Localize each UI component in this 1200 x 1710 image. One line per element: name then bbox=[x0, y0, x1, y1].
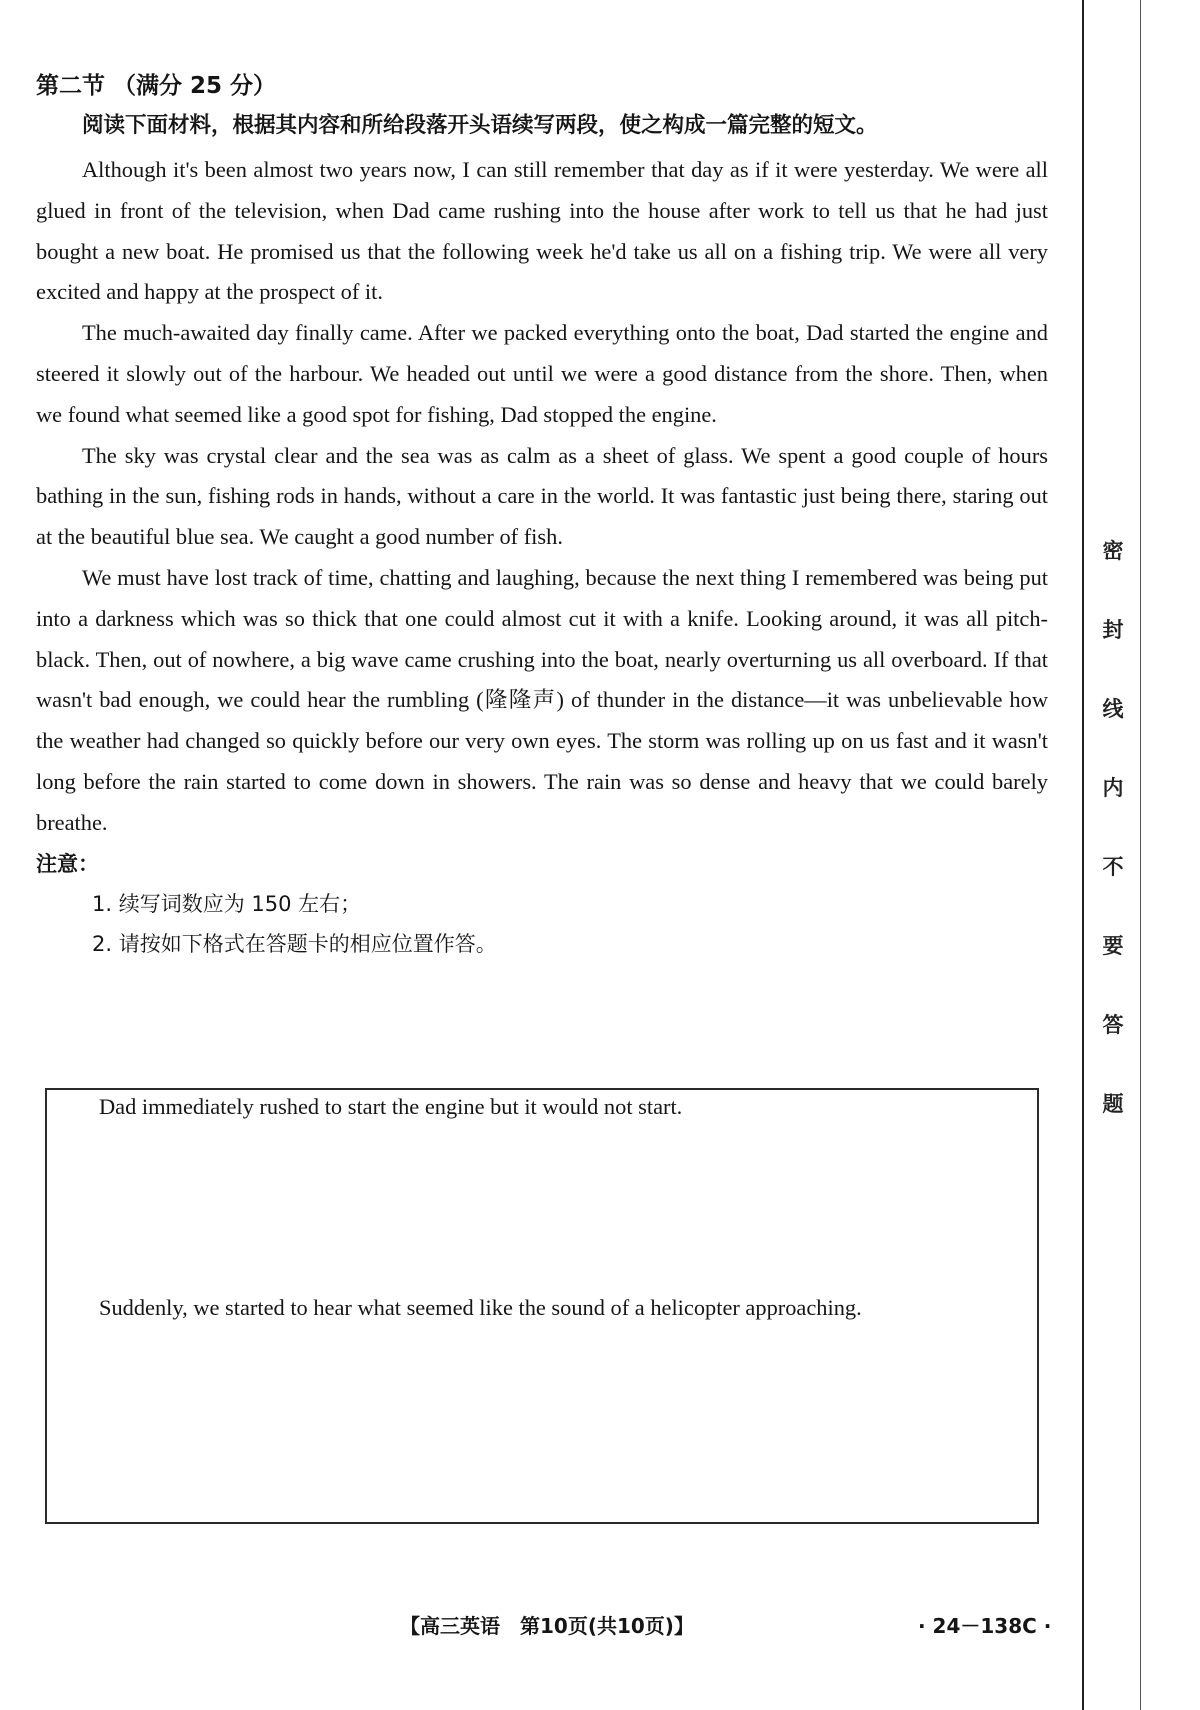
paragraph-2-opening: Suddenly, we started to hear what seemed like the sound of a helicopter approaching. bbox=[99, 1295, 862, 1320]
seal-char: 线 bbox=[1102, 697, 1124, 721]
seal-line-notice bbox=[1096, 535, 1130, 1167]
seal-char: 题 bbox=[1102, 1092, 1124, 1116]
passage-paragraph: The much-awaited day finally came. After we packed everything onto the boat, Dad started the engine and steered it slowly out of the harbour. We headed out until we were a good distance from the shore. Then, when we found what seemed like a good spot for fishing, Dad stopped the engine. bbox=[36, 320, 1048, 427]
seal-char: 内 bbox=[1102, 776, 1124, 800]
page-footer: 【高三英语 第10页(共10页)】 bbox=[400, 1614, 694, 1638]
notes-label: 注意： bbox=[36, 851, 99, 876]
task-instruction: 阅读下面材料，根据其内容和所给段落开头语续写两段，使之构成一篇完整的短文。 bbox=[82, 113, 878, 138]
seal-char: 密 bbox=[1102, 539, 1124, 563]
passage-paragraph: Although it's been almost two years now, I can still remember that day as if it were yesterday. We were all glued in front of the television, when Dad came rushing into the house after work to tell us that he had just bought a new boat. He promised us that the following week he'd take us all on a fishing trip. We were all very excited and happy at the prospect of it. bbox=[36, 157, 1048, 305]
note-item: 2. 请按如下格式在答题卡的相应位置作答。 bbox=[92, 931, 497, 956]
seal-char: 要 bbox=[1102, 934, 1124, 958]
binding-line bbox=[1082, 0, 1084, 1710]
binding-line bbox=[1140, 0, 1141, 1710]
seal-char: 不 bbox=[1102, 855, 1124, 879]
passage-paragraph: The sky was crystal clear and the sea was as calm as a sheet of glass. We spent a good couple of hours bathing in the sun, fishing rods in hands, without a care in the world. It was fantastic just being there, staring out at the beautiful blue sea. We caught a good number of fish. bbox=[36, 442, 1048, 550]
seal-char: 封 bbox=[1102, 618, 1124, 642]
answer-box bbox=[45, 1088, 1039, 1524]
paragraph-1-opening: Dad immediately rushed to start the engine but it would not start. bbox=[99, 1094, 683, 1119]
exam-code: · 24－138C · bbox=[918, 1614, 1052, 1638]
question-content bbox=[36, 66, 1048, 964]
seal-char: 答 bbox=[1102, 1013, 1124, 1037]
passage-paragraph: We must have lost track of time, chatting and laughing, because the next thing I remembered was being put into a darkness which was so thick that one could almost cut it with a knife. Looking around, it was all pitch-black. Then, out of nowhere, a big wave came crushing into the boat, nearly overturning us all overboard. If that wasn't bad enough, we could hear the rumbling (隆隆声) of thunder in the distance—it was unbelievable how the weather had changed so quickly before our very own eyes. The storm was rolling up on us fast and it wasn't long before the rain started to come down in showers. The rain was so dense and heavy that we could barely breathe. bbox=[36, 564, 1048, 835]
section-title: 第二节 （满分 25 分） bbox=[36, 73, 277, 99]
note-item: 1. 续写词数应为 150 左右； bbox=[92, 891, 362, 916]
